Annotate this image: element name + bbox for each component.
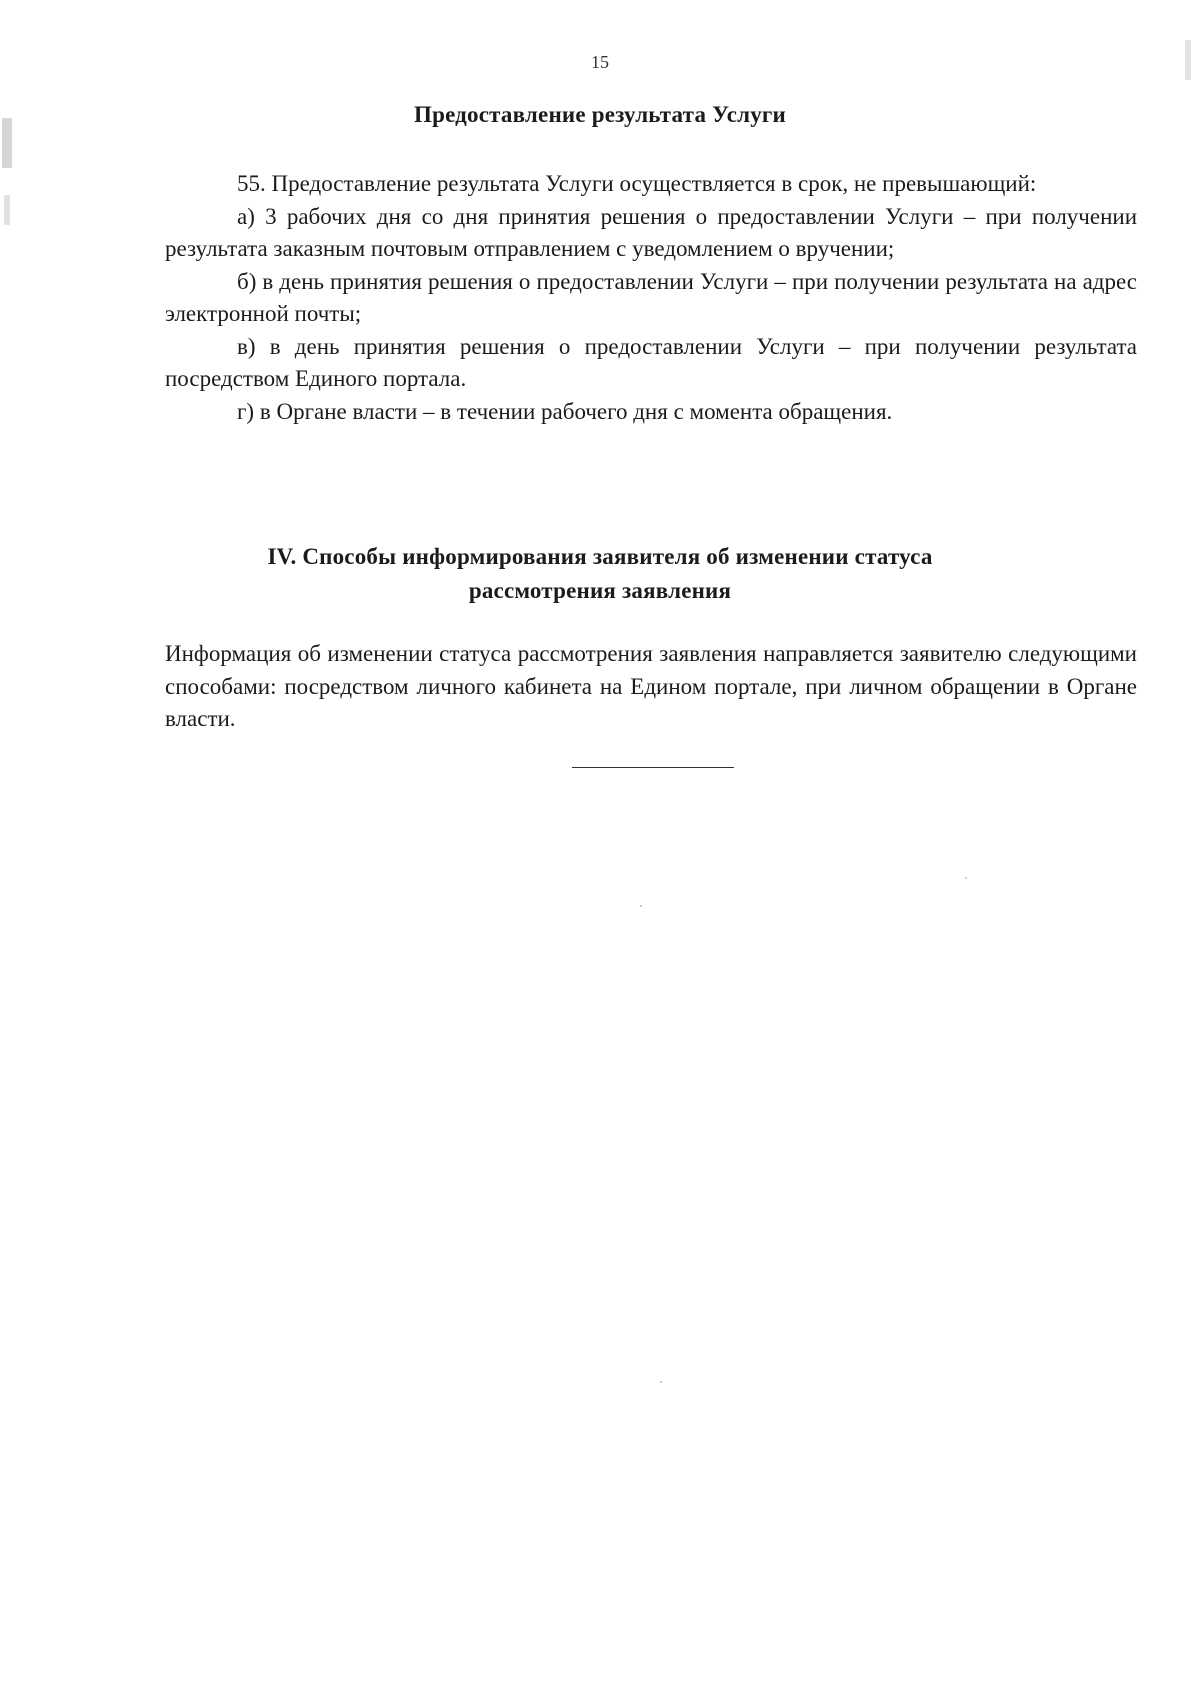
page-number: 15 [591, 52, 609, 72]
list-item-v: в) в день принятия решения о предоставлении Услуги – при получении результата посредством Единого портала. [165, 333, 1137, 391]
section-heading-iv-line-2: рассмотрения заявления [468, 578, 732, 603]
scan-speck [2, 118, 12, 168]
list-item-b: б) в день принятия решения о предоставлении Услуги – при получении результата на адрес электронной почты; [165, 268, 1137, 326]
info-paragraph-block [165, 638, 1137, 736]
info-paragraph: Информация об изменении статуса рассмотрения заявления направляется заявителю следующими способами: посредством личного кабинета на Едином портале, при личном обращении в Органе власти. [165, 641, 1137, 731]
end-rule [572, 767, 734, 768]
list-item-a: а) 3 рабочих дня со дня принятия решения о предоставлении Услуги – при получении результата заказным почтовым отправлением с уведомлением о вручении; [165, 203, 1137, 261]
scan-speck [1185, 40, 1191, 80]
section-heading-iv-line-1: IV. Способы информирования заявителя об изменении статуса [267, 544, 933, 569]
list-item-g: г) в Органе власти – в течении рабочего дня с момента обращения. [237, 398, 893, 424]
result-paragraphs [165, 168, 1137, 428]
section-heading-result: Предоставление результата Услуги [414, 102, 786, 127]
scan-speck [640, 905, 642, 907]
scan-speck [660, 1381, 662, 1383]
paragraph-55: 55. Предоставление результата Услуги осуществляется в срок, не превышающий: [237, 171, 1037, 196]
section-heading-iv [150, 540, 1050, 608]
scan-speck [4, 195, 10, 225]
scan-speck [965, 877, 967, 879]
